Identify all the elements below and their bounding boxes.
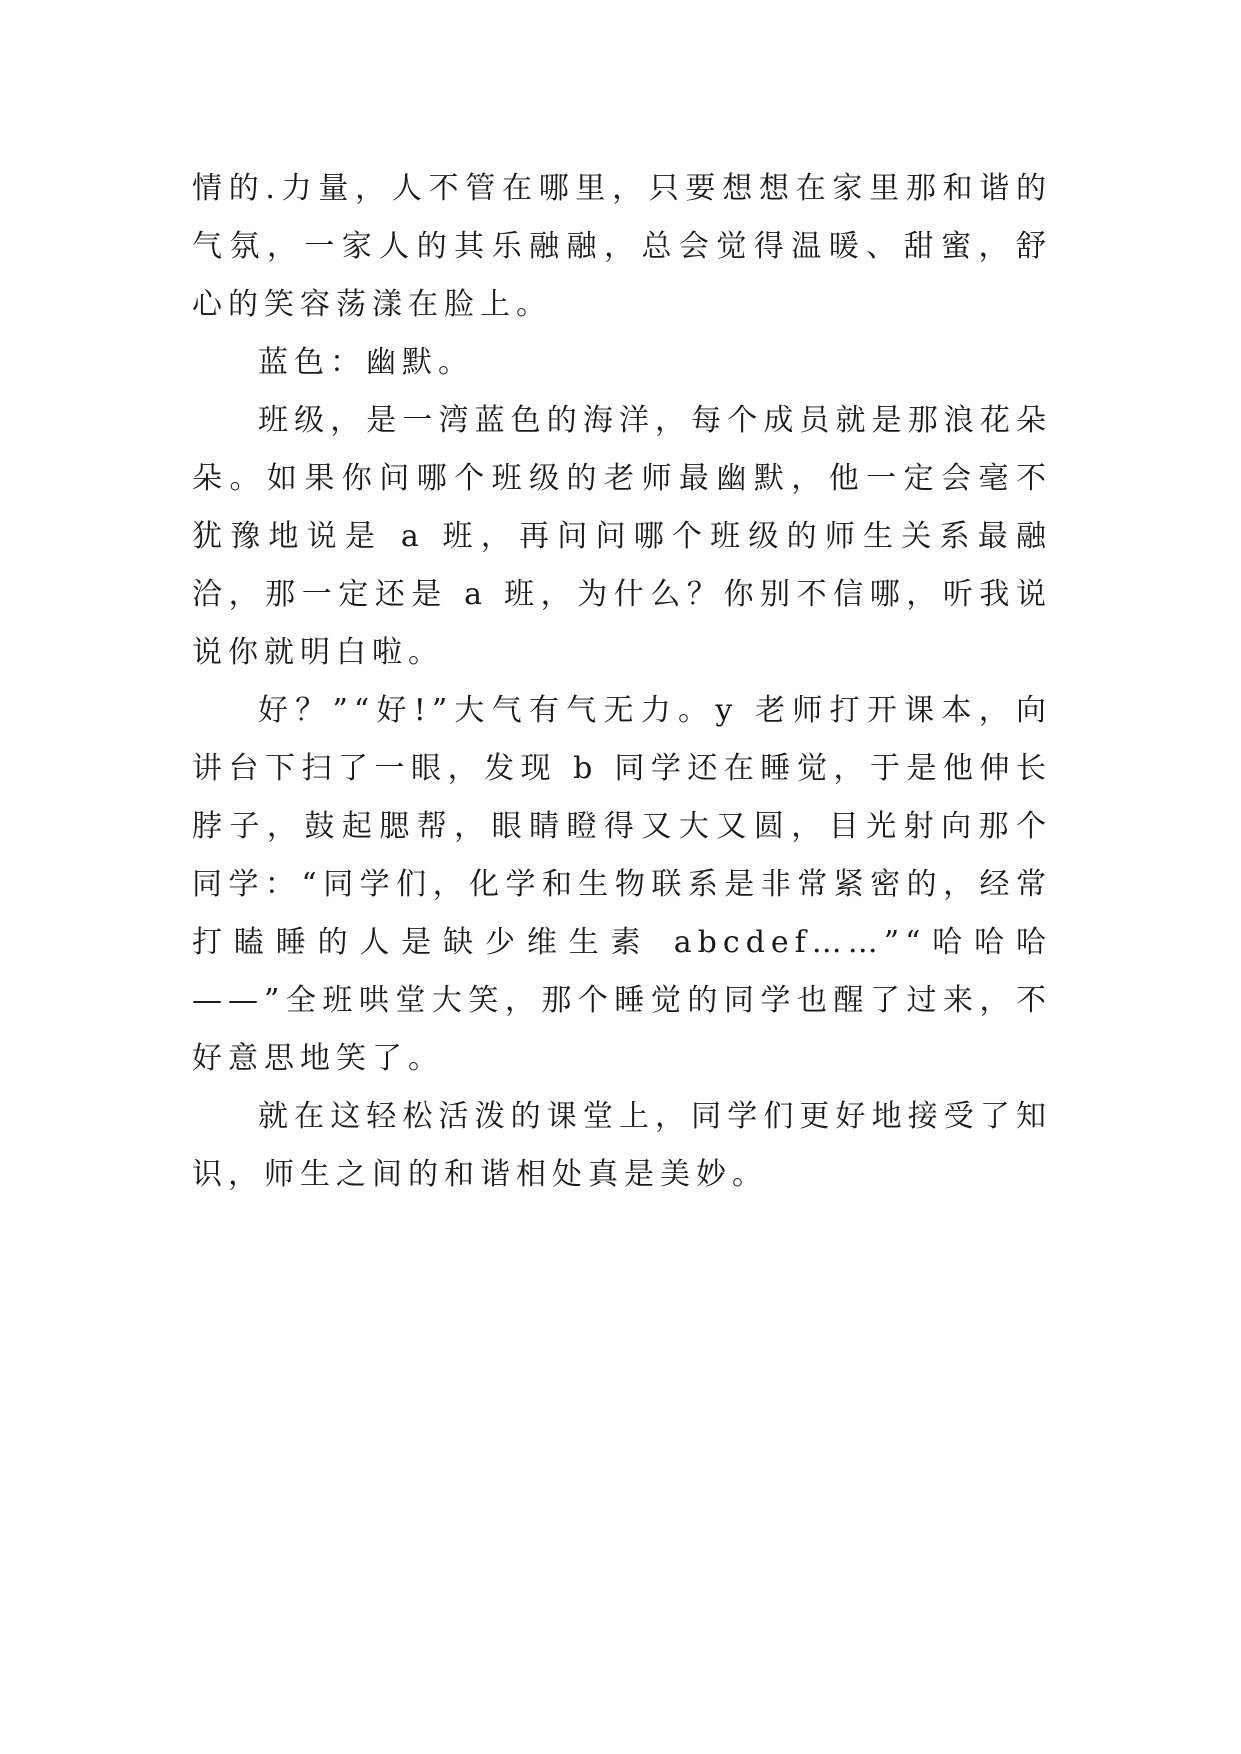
paragraph-1: 情的.力量，人不管在哪里，只要想想在家里那和谐的气氛，一家人的其乐融融，总会觉得温暖、甜蜜，舒心的笑容荡漾在脸上。 <box>192 171 1052 322</box>
paragraph-2-heading-blue-humor: 蓝色：幽默。 <box>258 345 474 380</box>
paragraph-3: 班级，是一湾蓝色的海洋，每个成员就是那浪花朵朵。如果你问哪个班级的老师最幽默，他一定会毫不犹豫地说是 a 班，再问问哪个班级的师生关系最融洽，那一定还是 a 班，为什么？你别不信哪，听我说说你就明白啦。 <box>192 403 1052 670</box>
paragraph-5: 就在这轻松活泼的课堂上，同学们更好地接受了知识，师生之间的和谐相处真是美妙。 <box>192 1099 1052 1192</box>
paragraph-4: 好？”“好!”大气有气无力。y 老师打开课本，向讲台下扫了一眼，发现 b 同学还在睡觉，于是他伸长脖子，鼓起腮帮，眼睛瞪得又大又圆，目光射向那个同学：“同学们，化学和生物联系是非常紧密的，经常打瞌睡的人是缺少维生素 abcdef……”“哈哈哈——”全班哄堂大笑，那个睡觉的同学也醒了过来，不好意思地笑了。 <box>192 693 1052 1076</box>
document-body <box>192 160 1052 1204</box>
